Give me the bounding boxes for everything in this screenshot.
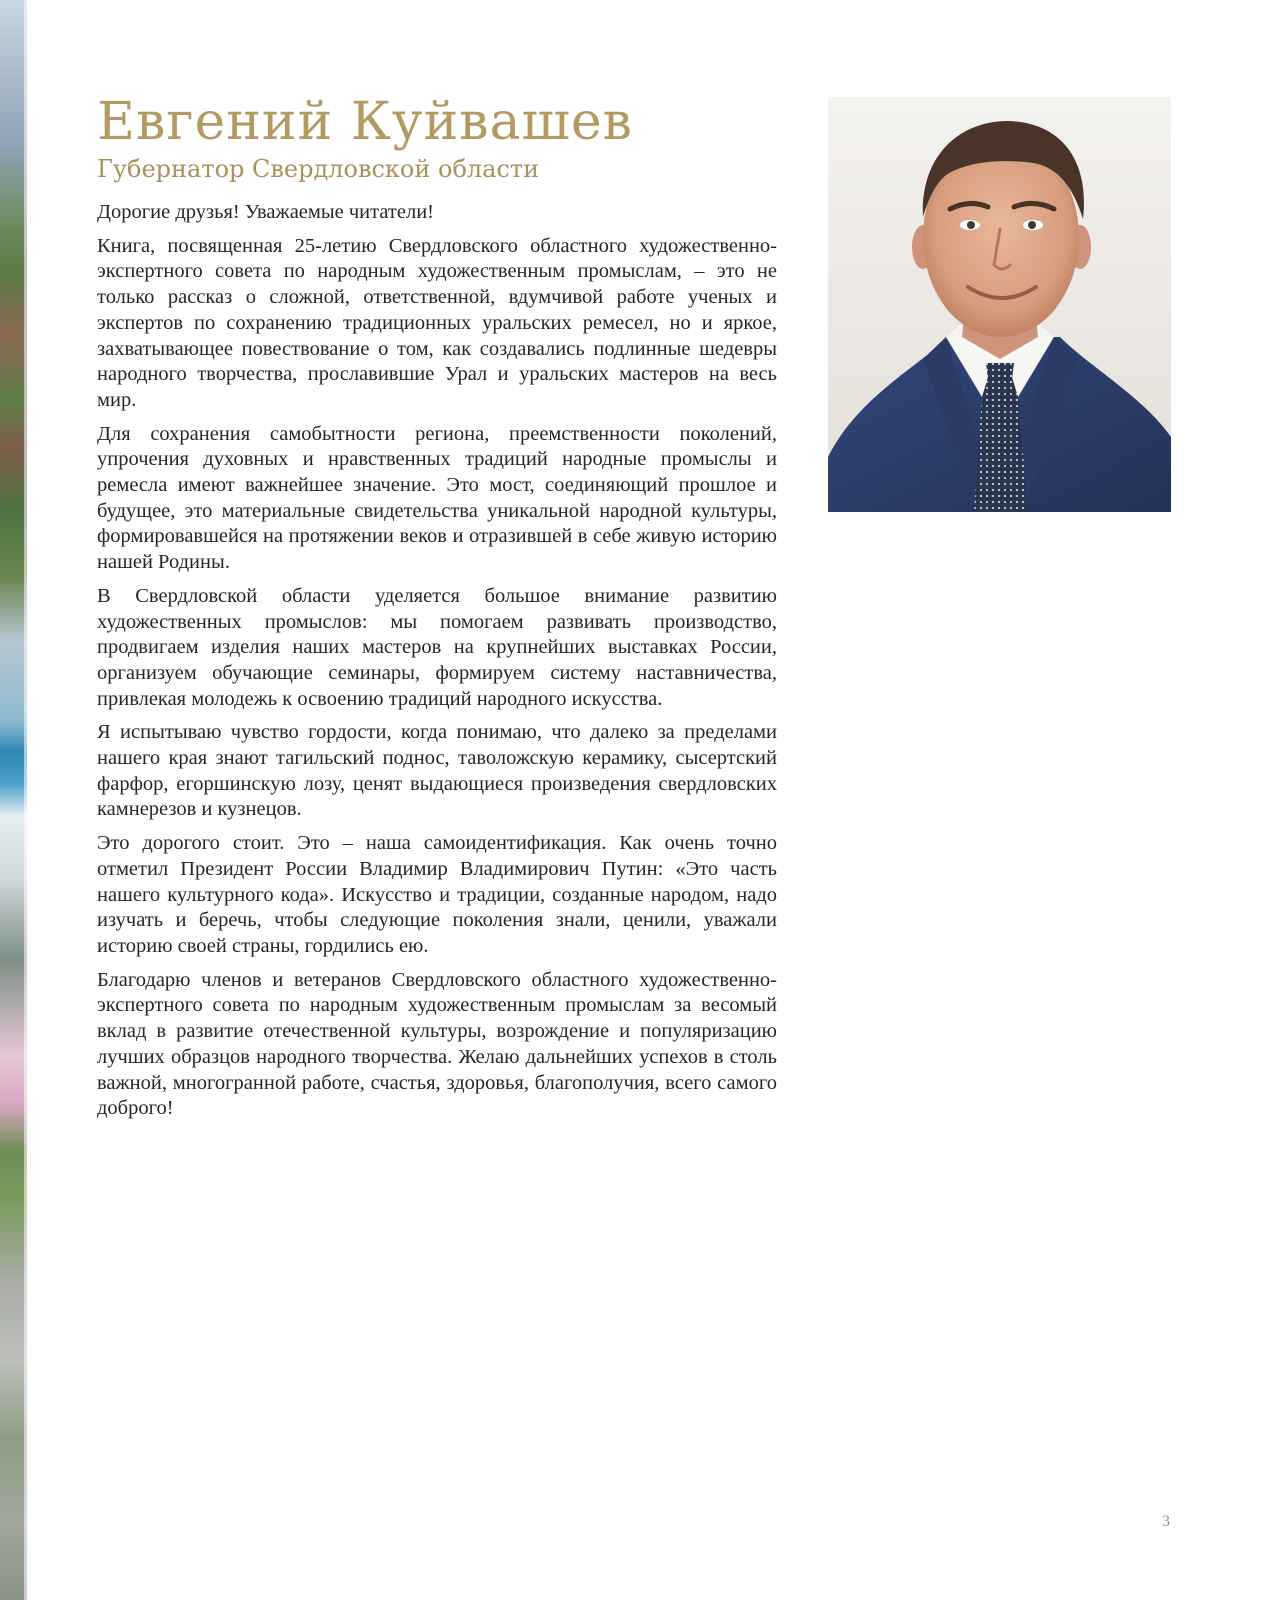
author-name: Евгений Куйвашев: [97, 92, 633, 152]
letter-paragraph: Благодарю членов и ветеранов Свердловского областного художественно-экспертного совета по народным художественным промыслам за весомый вклад в развитие отечественной культуры, возрождение и популяризацию лучших образцов народного творчества. Желаю дальнейших успехов в столь важной, многогранной работе, счастья, здоровья, благополучия, всего самого доброго!: [97, 968, 777, 1120]
author-position: Губернатор Свердловской области: [97, 155, 540, 183]
letter-paragraph: В Свердловской области уделяется большое внимание развитию художественных промыслов: мы помогаем развивать производство, продвигаем изделия наших мастеров на крупнейших выставках России, организуем обучающие семинары, формируем систему наставничества, привлекая молодежь к освоению традиций народного искусства.: [97, 584, 777, 710]
governor-portrait-photo: [828, 97, 1171, 512]
letter-body: [97, 200, 777, 1130]
page-number: 3: [1162, 1513, 1170, 1530]
letter-paragraph: Я испытываю чувство гордости, когда понимаю, что далеко за пределами нашего края знают тагильский поднос, таволожскую керамику, сысертский фарфор, егоршинскую лозу, ценят выдающиеся произведения свердловских камнерезов и кузнецов.: [97, 721, 777, 821]
portrait-illustration: [828, 97, 1171, 512]
letter-paragraph: Книга, посвященная 25-летию Свердловского областного художественно-экспертного совета по народным художественным промыслам, – это не только рассказ о сложной, ответственной, вдумчивой работе ученых и экспертов по сохранению традиционных уральских ремесел, но и яркое, захватывающее повествование о том, как создавались подлинные шедевры народного творчества, прославившие Урал и уральских мастеров на весь мир.: [97, 234, 777, 411]
letter-paragraph: Для сохранения самобытности региона, преемственности поколений, упрочения духовных и нравственных традиций народные промыслы и ремесла имеют важнейшее значение. Это мост, соединяющий прошлое и будущее, это материальные свидетельства уникальной народной культуры, формировавшейся на протяжении веков и отразившей в себе живую историю нашей Родины.: [97, 422, 777, 574]
letter-greeting: Дорогие друзья! Уважаемые читатели!: [97, 201, 435, 223]
letter-paragraph: Это дорогого стоит. Это – наша самоидентификация. Как очень точно отметил Президент России Владимир Владимирович Путин: «Это часть нашего культурного кода». Искусство и традиции, созданные народом, надо изучать и беречь, чтобы следующие поколения знали, ценили, уважали историю своей страны, гордились ею.: [97, 832, 777, 957]
city-photo-strip: [0, 0, 27, 1600]
